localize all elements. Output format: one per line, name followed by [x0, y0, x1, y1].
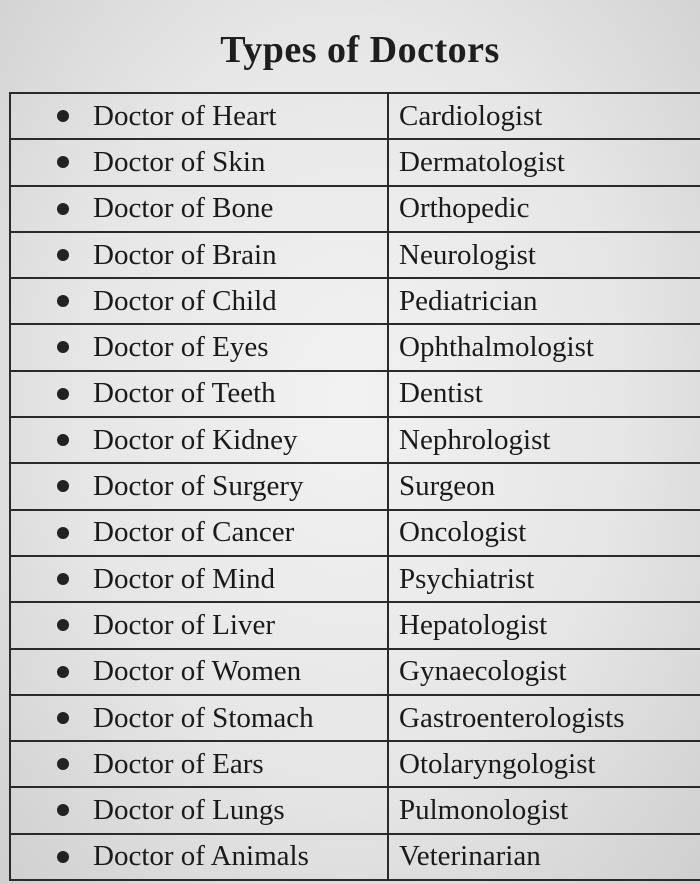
page-title: Types of Doctors: [220, 29, 500, 71]
specialist-cell: Orthopedic: [388, 186, 700, 232]
doctor-cell: [10, 463, 388, 509]
bullet-icon: [57, 666, 69, 678]
doctor-label: Doctor of Ears: [93, 747, 264, 780]
table-row: [10, 417, 700, 463]
doctor-label: Doctor of Eyes: [93, 331, 269, 364]
doctor-cell: [10, 602, 388, 648]
doctor-label: Doctor of Mind: [93, 562, 276, 595]
bullet-icon: [57, 758, 69, 770]
doctor-label: Doctor of Skin: [93, 145, 266, 178]
specialist-cell: Pediatrician: [388, 278, 700, 324]
doctor-label: Doctor of Lungs: [93, 794, 285, 827]
doctor-cell: [10, 556, 388, 602]
table-row: [10, 186, 700, 232]
specialist-cell: Pulmonologist: [388, 787, 700, 833]
doctor-cell: [10, 741, 388, 787]
specialist-cell: Cardiologist: [388, 93, 700, 139]
table-body: [10, 93, 700, 880]
doctor-cell: [10, 834, 388, 880]
bullet-icon: [57, 712, 69, 724]
doctor-label: Doctor of Heart: [93, 99, 277, 132]
specialist-cell: Hepatologist: [388, 602, 700, 648]
table-row: [10, 93, 700, 139]
doctor-cell: [10, 510, 388, 556]
table-row: [10, 787, 700, 833]
specialist-cell: Surgeon: [388, 463, 700, 509]
specialist-cell: Dentist: [388, 371, 700, 417]
doctor-types-table: [9, 92, 700, 881]
specialist-cell: Ophthalmologist: [388, 324, 700, 370]
table-row: [10, 556, 700, 602]
doctor-cell: [10, 232, 388, 278]
specialist-cell: Oncologist: [388, 510, 700, 556]
table-row: [10, 649, 700, 695]
doctor-cell: [10, 324, 388, 370]
bullet-icon: [57, 851, 69, 863]
doctor-label: Doctor of Surgery: [93, 470, 304, 503]
doctor-label: Doctor of Liver: [93, 608, 275, 641]
table-row: [10, 741, 700, 787]
doctor-cell: [10, 695, 388, 741]
bullet-icon: [57, 249, 69, 261]
doctor-cell: [10, 649, 388, 695]
doctor-label: Doctor of Teeth: [93, 377, 276, 410]
doctor-cell: [10, 186, 388, 232]
table-row: [10, 139, 700, 185]
bullet-icon: [57, 480, 69, 492]
specialist-cell: Gastroenterologists: [388, 695, 700, 741]
doctor-label: Doctor of Cancer: [93, 516, 295, 549]
table-row: [10, 371, 700, 417]
specialist-cell: Nephrologist: [388, 417, 700, 463]
bullet-icon: [57, 156, 69, 168]
bullet-icon: [57, 341, 69, 353]
table-row: [10, 602, 700, 648]
bullet-icon: [57, 388, 69, 400]
table-row: [10, 232, 700, 278]
doctor-cell: [10, 417, 388, 463]
bullet-icon: [57, 203, 69, 215]
bullet-icon: [57, 110, 69, 122]
table-row: [10, 695, 700, 741]
doctor-cell: [10, 139, 388, 185]
doctor-label: Doctor of Child: [93, 284, 277, 317]
doctor-cell: [10, 371, 388, 417]
doctor-label: Doctor of Stomach: [93, 701, 314, 734]
table-row: [10, 324, 700, 370]
bullet-icon: [57, 804, 69, 816]
specialist-cell: Otolaryngologist: [388, 741, 700, 787]
specialist-cell: Veterinarian: [388, 834, 700, 880]
specialist-cell: Dermatologist: [388, 139, 700, 185]
doctor-label: Doctor of Kidney: [93, 423, 298, 456]
table-row: [10, 278, 700, 324]
doctor-label: Doctor of Bone: [93, 192, 274, 225]
doctor-label: Doctor of Brain: [93, 238, 277, 271]
table-row: [10, 510, 700, 556]
table-row: [10, 463, 700, 509]
doctor-cell: [10, 93, 388, 139]
doctor-cell: [10, 787, 388, 833]
bullet-icon: [57, 619, 69, 631]
bullet-icon: [57, 573, 69, 585]
doctor-label: Doctor of Animals: [93, 840, 309, 873]
bullet-icon: [57, 434, 69, 446]
bullet-icon: [57, 527, 69, 539]
doctor-label: Doctor of Women: [93, 655, 302, 688]
specialist-cell: Neurologist: [388, 232, 700, 278]
specialist-cell: Gynaecologist: [388, 649, 700, 695]
doctor-cell: [10, 278, 388, 324]
bullet-icon: [57, 295, 69, 307]
table-row: [10, 834, 700, 880]
specialist-cell: Psychiatrist: [388, 556, 700, 602]
